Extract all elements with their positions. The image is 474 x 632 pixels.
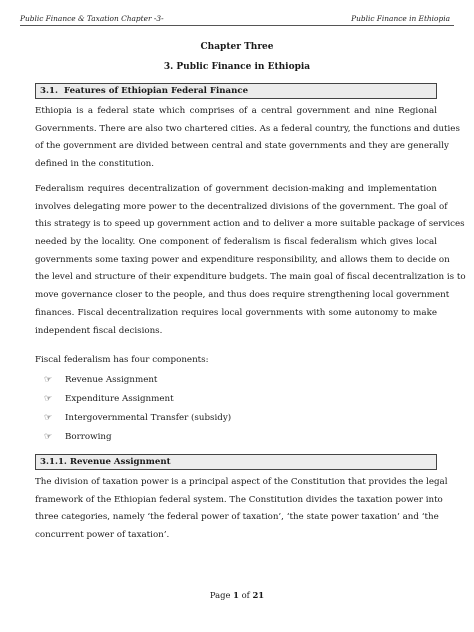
list-item bbox=[44, 370, 231, 389]
section-heading-3-1-1 bbox=[35, 454, 437, 470]
paragraph-line: The division of taxation power is a principal aspect of the Constitution that provides the legal bbox=[35, 477, 448, 487]
page-footer bbox=[0, 590, 474, 600]
components-intro: Fiscal federalism has four components: bbox=[35, 355, 209, 365]
section-title: Features of Ethiopian Federal Finance bbox=[64, 86, 249, 96]
paragraph-line: governments some taxing power and expenditure responsibility, and allows them to decide on bbox=[35, 254, 450, 265]
list-item-label: Revenue Assignment bbox=[65, 374, 158, 385]
running-header bbox=[20, 9, 454, 26]
list-item bbox=[44, 427, 231, 446]
chapter-subtitle: 3. Public Finance in Ethiopia bbox=[163, 62, 311, 72]
page-current: 1 bbox=[233, 590, 239, 600]
page-total: 21 bbox=[252, 590, 265, 600]
list-item bbox=[44, 389, 231, 408]
paragraph-line: Governments. There are also two chartered cities. As a federal country, the functions and duties bbox=[35, 123, 460, 134]
paragraph-line: the level and structure of their expenditure budgets. The main goal of fiscal decentralization is to bbox=[35, 272, 466, 283]
paragraph-line: involves delegating more power to the decentralized divisions of the government. The goal of bbox=[35, 201, 448, 212]
header-right-text: Public Finance in Ethiopia bbox=[351, 14, 450, 23]
paragraph-line: needed by the locality. One component of federalism is fiscal federalism which gives local bbox=[35, 237, 437, 248]
pointing-hand-icon: ☞ bbox=[44, 431, 53, 442]
pointing-hand-icon: ☞ bbox=[44, 412, 53, 423]
paragraph-line: Ethiopia is a federal state which comprises of a central government and nine Regional bbox=[35, 106, 437, 116]
paragraph-line: of the government are divided between central and state governments and they are generally bbox=[35, 141, 449, 152]
paragraph-federal-state bbox=[35, 103, 460, 174]
header-left-text: Public Finance & Taxation Chapter -3- bbox=[20, 14, 164, 23]
of-word: of bbox=[241, 590, 250, 600]
paragraph-line: finances. Fiscal decentralization requires local governments with some autonomy to make bbox=[35, 307, 437, 318]
paragraph-line: three categories, namely ‘the federal power of taxation’, ‘the state power taxation’ and ‘the bbox=[35, 512, 439, 523]
paragraph-line: concurrent power of taxation’. bbox=[35, 530, 170, 541]
list-item bbox=[44, 408, 231, 427]
components-list bbox=[44, 370, 231, 446]
paragraph-line: Federalism requires decentralization of government decision-making and implementation bbox=[35, 184, 437, 194]
section-number: 3.1. bbox=[40, 86, 58, 96]
pointing-hand-icon: ☞ bbox=[44, 393, 53, 404]
list-item-label: Borrowing bbox=[65, 431, 112, 442]
pointing-hand-icon: ☞ bbox=[44, 374, 53, 385]
paragraph-line: this strategy is to speed up government action and to deliver a more suitable package of services bbox=[35, 219, 465, 230]
paragraph-line: move governance closer to the people, and thus does require strengthening local government bbox=[35, 290, 450, 301]
page-word: Page bbox=[209, 590, 231, 600]
paragraph-line: defined in the constitution. bbox=[35, 159, 155, 170]
paragraph-revenue-assignment bbox=[35, 474, 448, 545]
chapter-title: Chapter Three bbox=[200, 42, 274, 52]
section-title: 3.1.1. Revenue Assignment bbox=[40, 457, 171, 467]
list-item-label: Expenditure Assignment bbox=[65, 393, 174, 404]
list-item-label: Intergovernmental Transfer (subsidy) bbox=[65, 412, 232, 423]
paragraph-line: independent fiscal decisions. bbox=[35, 325, 163, 336]
paragraph-line: framework of the Ethiopian federal system. The Constitution divides the taxation power into bbox=[35, 494, 443, 505]
section-heading-3-1 bbox=[35, 83, 437, 99]
paragraph-federalism bbox=[35, 181, 466, 340]
